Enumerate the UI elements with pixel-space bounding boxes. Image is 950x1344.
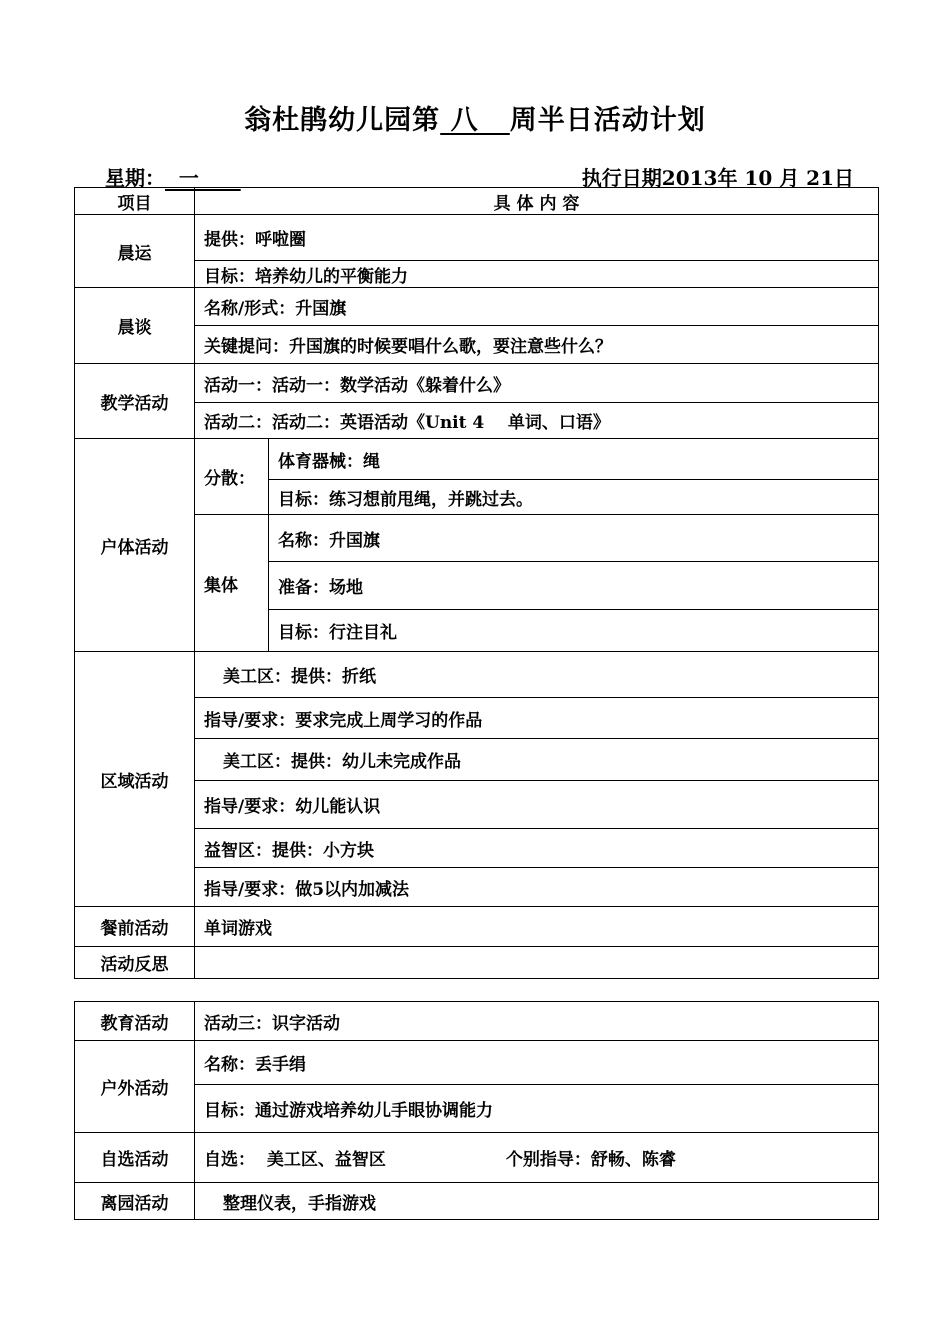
table-row (75, 781, 879, 829)
weekday-label: 星期： (105, 166, 165, 190)
category-free-choice: 自选活动 (75, 1133, 195, 1183)
page-title (0, 98, 950, 137)
scattered-label: 分散： (195, 439, 269, 515)
table-row (75, 1002, 879, 1041)
table-row (75, 439, 879, 480)
outdoor-name: 名称：丢手绢 (195, 1041, 879, 1085)
weekday-value: 一 (165, 166, 241, 190)
category-teaching: 教学活动 (75, 364, 195, 439)
table-row (75, 403, 879, 439)
table-row (75, 364, 879, 403)
table-row (75, 907, 879, 947)
puzzle-area-provide: 益智区：提供：小方块 (195, 829, 879, 868)
category-premeal: 餐前活动 (75, 907, 195, 947)
individual-guidance: 个别指导：舒畅、陈睿 (505, 1150, 676, 1170)
category-education: 教育活动 (75, 1002, 195, 1041)
table-row (75, 515, 879, 562)
category-outdoor-pe: 户体活动 (75, 439, 195, 652)
table-row (75, 261, 879, 288)
table-row (75, 1085, 879, 1133)
table-row (75, 829, 879, 868)
teaching-activity-1: 活动一：活动一：数学活动《躲着什么》 (195, 364, 879, 403)
morning-exercise-goal: 目标：培养幼儿的平衡能力 (195, 261, 879, 288)
table-row (75, 215, 879, 261)
pe-equipment: 体育器械：绳 (269, 439, 879, 480)
scattered-goal: 目标：练习想前甩绳，并跳过去。 (269, 480, 879, 515)
table-row (75, 1183, 879, 1220)
education-content: 活动三：识字活动 (195, 1002, 879, 1041)
table-row (75, 652, 879, 698)
activity-plan-table (74, 187, 879, 979)
leaving-content: 整理仪表，手指游戏 (195, 1183, 879, 1220)
category-morning-talk: 晨谈 (75, 288, 195, 364)
art-area-1-provide: 美工区：提供：折纸 (195, 652, 879, 698)
free-choice-content (195, 1133, 879, 1183)
afternoon-plan-table (74, 1001, 879, 1220)
premeal-content: 单词游戏 (195, 907, 879, 947)
header-item: 项目 (75, 188, 195, 215)
table-row (75, 1041, 879, 1085)
teaching-activity-2: 活动二：活动二：英语活动《Unit 4 单词、口语》 (195, 403, 879, 439)
category-outdoor: 户外活动 (75, 1041, 195, 1133)
morning-exercise-provide: 提供：呼啦圈 (195, 215, 879, 261)
puzzle-area-guide: 指导/要求：做5以内加减法 (195, 868, 879, 907)
table-row (75, 698, 879, 739)
art-area-2-guide: 指导/要求：幼儿能认识 (195, 781, 879, 829)
art-area-2-provide: 美工区：提供：幼儿未完成作品 (195, 739, 879, 781)
title-suffix: 周半日活动计划 (509, 105, 706, 136)
free-choice-areas: 自选： 美工区、益智区 (204, 1150, 386, 1170)
group-prep: 准备：场地 (269, 562, 879, 610)
title-prefix: 翁杜鹃幼儿园第 (244, 105, 441, 136)
table-row (75, 288, 879, 326)
category-reflection: 活动反思 (75, 947, 195, 979)
category-area: 区域活动 (75, 652, 195, 907)
table-header-row (75, 188, 879, 215)
table-row (75, 739, 879, 781)
table-row (75, 947, 879, 979)
table-row (75, 1133, 879, 1183)
category-leaving: 离园活动 (75, 1183, 195, 1220)
group-goal: 目标：行注目礼 (269, 610, 879, 652)
execution-date: 执行日期2013年 10 月 21日 (581, 166, 854, 190)
reflection-content (195, 947, 879, 979)
category-morning-exercise: 晨运 (75, 215, 195, 288)
title-week-number: 八 (440, 105, 510, 136)
table-row (75, 326, 879, 364)
art-area-1-guide: 指导/要求：要求完成上周学习的作品 (195, 698, 879, 739)
outdoor-goal: 目标：通过游戏培养幼儿手眼协调能力 (195, 1085, 879, 1133)
header-content: 具 体 内 容 (195, 188, 879, 215)
morning-talk-key-question: 关键提问：升国旗的时候要唱什么歌，要注意些什么？ (195, 326, 879, 364)
morning-talk-name-form: 名称/形式：升国旗 (195, 288, 879, 326)
group-name: 名称：升国旗 (269, 515, 879, 562)
table-row (75, 868, 879, 907)
group-label: 集体 (195, 515, 269, 652)
